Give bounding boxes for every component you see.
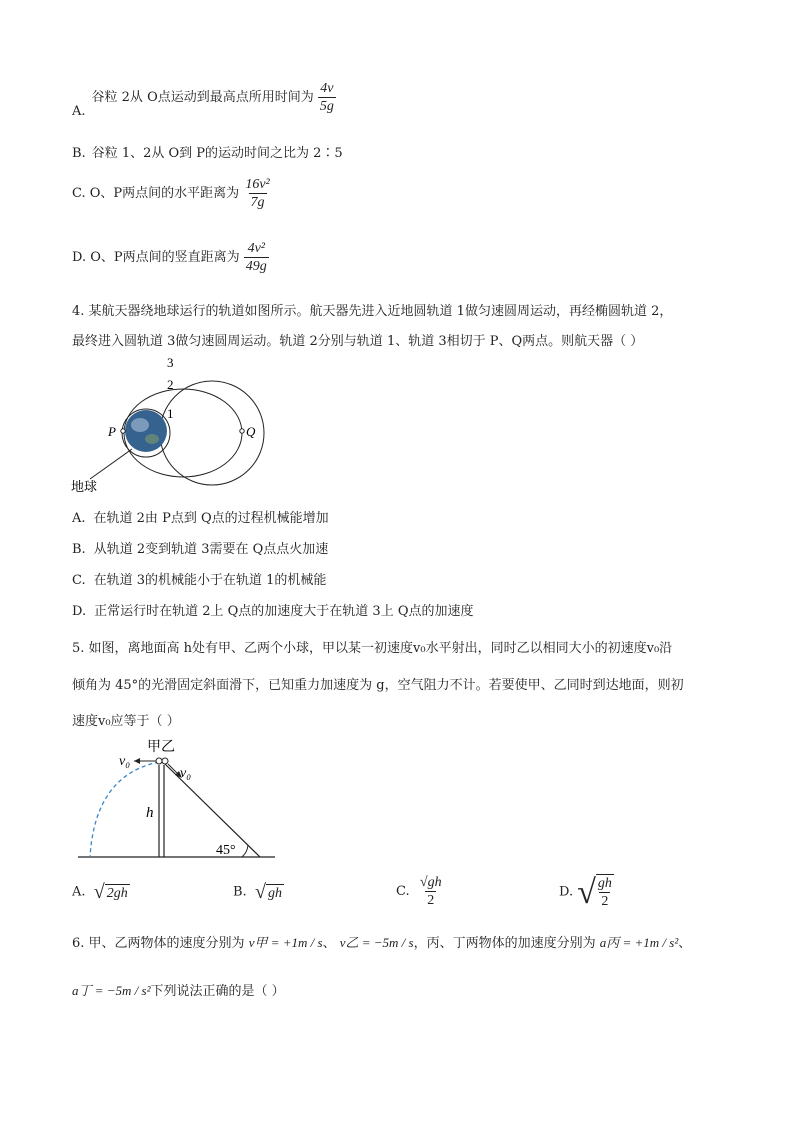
angle-label: 45° <box>216 843 236 858</box>
incline-line <box>164 763 260 857</box>
q5-stem-line3: 速度v₀应等于（ ） <box>72 714 180 729</box>
orbit-label-1: 1 <box>167 406 174 421</box>
option-label: A. <box>72 104 86 119</box>
height-label: h <box>146 805 154 821</box>
point-p-label: P <box>108 424 116 439</box>
q5-stem-line1: 5. 如图，离地面高 h处有甲、乙两个小球，甲以某一初速度v₀水平射出，同时乙以相同大小的初速度v₀沿 <box>72 641 673 656</box>
q6-stem-line2: a丁 = −5m / s²下列说法正确的是（ ） <box>72 983 285 999</box>
option-text: 谷粒 2从 O点运动到最高点所用时间为 <box>91 90 314 105</box>
orbit-label-2: 2 <box>167 377 174 392</box>
point-q-label: Q <box>246 424 256 439</box>
q4-stem-line2: 最终进入圆轨道 3做匀速圆周运动。轨道 2分别与轨道 1、轨道 3相切于 P、Q两点。则航天器（ ） <box>72 334 644 349</box>
q3-option-a <box>72 80 336 119</box>
q3-option-d <box>72 240 269 275</box>
a-bing: a丙 = +1m / s² <box>599 935 679 950</box>
q4-option-a: A. 在轨道 2由 P点到 Q点的过程机械能增加 <box>72 511 329 526</box>
v-jia: v甲 = +1m / s <box>248 935 323 950</box>
earth-label: 地球 <box>71 479 98 494</box>
v0-left-label: v₀ <box>119 754 131 769</box>
fraction: $\frac{\text{16v²}}{7g}$ <box>245 177 270 210</box>
ball-jia <box>156 758 162 764</box>
projectile-diagram <box>70 735 285 865</box>
point-p-marker <box>121 429 125 433</box>
option-label: B. <box>72 146 86 161</box>
q5-option-d: D. √ $\frac{gh}{2}$ <box>559 874 612 911</box>
q4-option-c: C. 在轨道 3的机械能小于在轨道 1的机械能 <box>72 573 327 588</box>
orbit-diagram <box>68 355 256 495</box>
option-label: D. <box>72 250 87 265</box>
point-q-marker <box>240 429 244 433</box>
option-label: C. <box>72 186 86 201</box>
a-ding: a丁 = −5m / s² <box>72 983 151 998</box>
q5-option-c: C. $\frac{√gh}{2}$ <box>396 875 442 908</box>
option-text: O、P两点间的竖直距离为 <box>90 250 240 265</box>
q5-option-a: A. √ 2gh <box>72 881 128 903</box>
ball-labels: 甲乙 <box>147 740 175 755</box>
angle-arc <box>242 845 248 857</box>
ball-yi <box>162 758 168 764</box>
q4-option-b: B. 从轨道 2变到轨道 3需要在 Q点点火加速 <box>72 542 329 557</box>
option-text: 谷粒 1、2从 O到 P的运动时间之比为 2∶5 <box>91 146 343 161</box>
fraction: $\frac{\text{4v²}}{49g}$ <box>245 241 267 274</box>
v0-right-label: v₀ <box>180 766 192 781</box>
q3-option-b <box>72 142 343 161</box>
earth-icon <box>125 410 167 452</box>
q3-option-c <box>72 176 272 211</box>
q4-option-d: D. 正常运行时在轨道 2上 Q点的加速度大于在轨道 3上 Q点的加速度 <box>72 604 474 619</box>
option-text: O、P两点间的水平距离为 <box>89 186 240 201</box>
fraction: $\frac{4v}{5g}$ <box>319 81 334 114</box>
q5-option-b: B. √ gh <box>233 881 282 903</box>
q4-stem-line1: 4. 某航天器绕地球运行的轨道如图所示。航天器先进入近地圆轨道 1做匀速圆周运动，再经椭圆轨道 2， <box>72 304 673 319</box>
q5-stem-line2: 倾角为 45°的光滑固定斜面滑下，已知重力加速度为 g，空气阻力不计。若要使甲、乙同时到达地面，则初 <box>72 678 684 693</box>
earth-pointer <box>90 449 132 479</box>
q6-stem-line1: 6. 甲、乙两物体的速度分别为 v甲 = +1m / s、 v乙 = −5m / s，丙、丁两物体的加速度分别为 a丙 = +1m / s²、 <box>72 935 692 951</box>
v-yi: v乙 = −5m / s <box>339 935 414 950</box>
orbit-label-3: 3 <box>167 355 174 370</box>
